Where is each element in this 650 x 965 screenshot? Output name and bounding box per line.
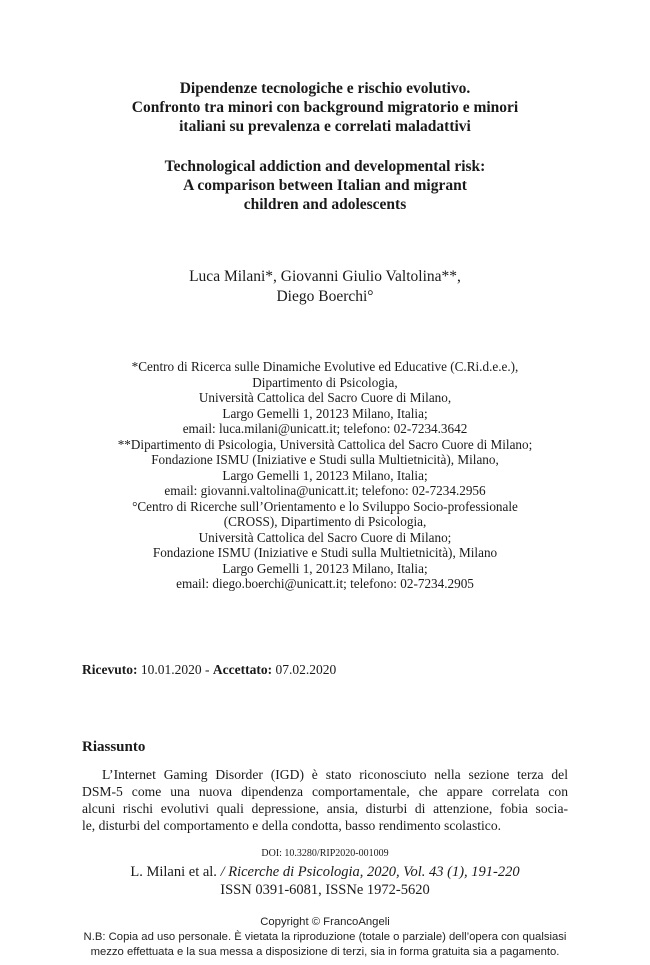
title-it-line: Confronto tra minori con background migratorio e minori xyxy=(131,99,519,116)
abstract-line: DSM-5 come una nuova dipendenza comportamentale, che appare correlata con xyxy=(82,784,568,799)
affiliation-line: °Centro di Ricerche sull’Orientamento e lo Sviluppo Socio-professionale xyxy=(132,498,518,514)
copyright-line: Copyright © FrancoAngeli xyxy=(260,916,390,928)
affiliation-line: Fondazione ISMU (Iniziative e Studi sulla Multietnicità), Milano, xyxy=(151,452,499,467)
title-en-line: children and adolescents xyxy=(243,196,407,213)
title-it-line: Dipendenze tecnologiche e rischio evolutivo. xyxy=(179,80,471,97)
affiliation-line: Largo Gemelli 1, 20123 Milano, Italia; xyxy=(222,405,428,421)
citation xyxy=(0,864,650,881)
affiliation-line: Dipartimento di Psicologia, xyxy=(252,374,398,390)
title-en-line: Technological addiction and developmental risk: xyxy=(164,158,486,175)
accepted-label: Accettato: xyxy=(212,662,273,677)
issn: ISSN 0391-6081, ISSNe 1972-5620 xyxy=(220,882,430,898)
accepted-value: 07.02.2020 xyxy=(272,662,337,677)
copyright-notice xyxy=(0,915,650,960)
affiliation-line: (CROSS), Dipartimento di Psicologia, xyxy=(223,514,427,529)
abstract-paragraph xyxy=(82,766,568,834)
copyright-line: N.B: Copia ad uso personale. È vietata la riproduzione (totale o parziale) dell’opera con qualsiasi xyxy=(83,931,567,943)
title-it-line: italiani su prevalenza e correlati maladattivi xyxy=(179,118,471,135)
abstract-heading: Riassunto xyxy=(82,739,146,755)
affiliation-line: *Centro di Ricerca sulle Dinamiche Evolutive ed Educative (C.Ri.d.e.e.), xyxy=(131,359,519,374)
received-value: 10.01.2020 - xyxy=(137,662,213,677)
abstract-line: le, disturbi del comportamento e della condotta, basso rendimento scolastico. xyxy=(82,818,502,833)
authors xyxy=(80,267,570,307)
affiliation-line: Università Cattolica del Sacro Cuore di Milano; xyxy=(198,529,452,545)
title-italian xyxy=(80,79,570,136)
affiliation-line: email: giovanni.valtolina@unicatt.it; telefono: 02-7234.2956 xyxy=(164,483,486,498)
title-english xyxy=(80,157,570,214)
affiliation-line: **Dipartimento di Psicologia, Università Cattolica del Sacro Cuore di Milano; xyxy=(117,436,533,452)
affiliation-line: Università Cattolica del Sacro Cuore di Milano, xyxy=(198,390,452,405)
abstract-line: L’Internet Gaming Disorder (IGD) è stato riconosciuto nella sezione terza del xyxy=(102,767,568,782)
citation-authors: L. Milani et al. xyxy=(130,864,217,880)
affiliation-line: email: diego.boerchi@unicatt.it; telefono: 02-7234.2905 xyxy=(176,576,474,591)
affiliation-line: Fondazione ISMU (Iniziative e Studi sulla Multietnicità), Milano xyxy=(152,545,498,560)
copyright-line: mezzo effettuata e la sua messa a disposizione di terzi, sia in forma gratuita sia a pagamento. xyxy=(90,946,560,958)
authors-line: Luca Milani*, Giovanni Giulio Valtolina**, xyxy=(189,268,461,285)
affiliation-line: Largo Gemelli 1, 20123 Milano, Italia; xyxy=(222,560,428,576)
citation-journal: / Ricerche di Psicologia, 2020, Vol. 43 (1), 191-220 xyxy=(220,864,520,880)
doi: DOI: 10.3280/RIP2020-001009 xyxy=(261,848,389,859)
received-accepted-dates xyxy=(82,662,336,678)
title-en-line: A comparison between Italian and migrant xyxy=(183,177,467,194)
affiliation-line: Largo Gemelli 1, 20123 Milano, Italia; xyxy=(222,467,428,483)
affiliations xyxy=(60,359,590,592)
abstract-line: alcuni rischi evolutivi quali depressione, ansia, disturbi di attenzione, fobia socia- xyxy=(82,801,568,816)
affiliation-line: email: luca.milani@unicatt.it; telefono: 02-7234.3642 xyxy=(182,421,468,436)
authors-line: Diego Boerchi° xyxy=(276,288,374,305)
received-label: Ricevuto: xyxy=(82,662,138,677)
